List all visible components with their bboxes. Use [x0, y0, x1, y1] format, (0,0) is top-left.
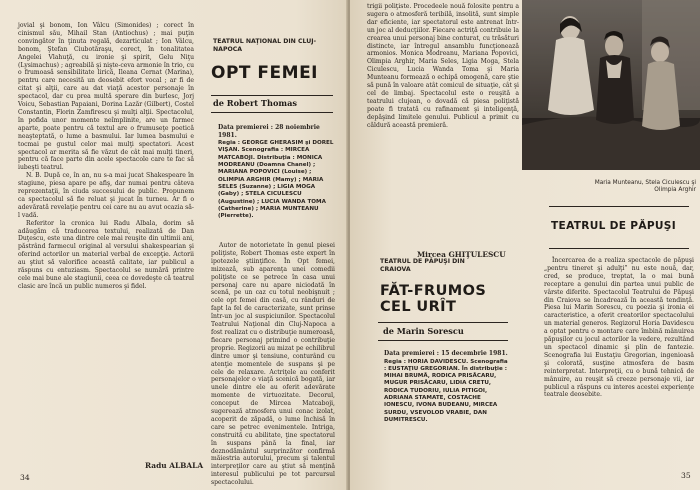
- left-col1-signature: Radu ALBALA: [145, 461, 204, 470]
- stage-photo: [522, 0, 700, 170]
- right-col1-signature: Mircea GHIŢULESCU: [417, 250, 506, 259]
- premiere-box-cluj: [218, 124, 334, 220]
- author-rule: [211, 112, 333, 113]
- page-number-right: 35: [681, 471, 691, 480]
- play-author-marin-sorescu: de Marin Sorescu: [383, 326, 464, 336]
- premiere-date-cluj: Data premierei : 28 noiembrie 1981.: [218, 124, 320, 139]
- right-col1-text: trigii poliţiste. Procedeele nouă folosite pentru a sugera o atmosferă teribilă, insolită, sunt simple dar eficiente, iar spectatorul este antrenat într-un joc al deducţiilor. Fiecare actriţă contribuie la crearea unui personaj bine conturat, cu trăsături distincte, iar întregul ansamblu funcţionează armonios. Monica Modreanu, Mariana Popovici, Olimpia Arghir, Maria Seles, Ligia Moga, Stela Ciculescu, Lucia Wanda Toma şi Maria Munteanu formează o echipă omogenă, care ştie să pună în valoare atât comicul de situaţie, cât şi cel de limbaj. Spectacolul este o reuşită a teatrului clujean, o dovadă că piesa poliţistă poate fi tratată cu rafinament şi inteligenţă, depăşind limitele genului. Publicul a primit cu căldură această premieră.: [367, 3, 519, 129]
- left-col1-paragraph: N. B. După ce, în an, nu s-a mai jucat Shakespeare în stagiune, piesa apare pe afiş, dar numai pentru câteva reprezentaţii, în ciuda succesului de public. Propunem ca spectacolul să fie reluat şi jucat în turneu. Ar fi o adevărată revelaţie pentru cei care nu au avut ocazia să-l vadă.: [18, 172, 194, 219]
- play-title-fat-frumos: FĂT-FRUMOS CEL URÎT: [380, 283, 487, 315]
- left-col1-text: [18, 22, 194, 452]
- stage-photo-image: [522, 0, 700, 170]
- left-col1-paragraph: Referitor la cronica lui Radu Albala, dorim să adăugăm că traducerea textului, realizată de Dan Duţescu, este una dintre cele mai reuşite din ultimii ani, păstrând farmecul original al versului shakespearian şi oferind actorilor un material verbal de excepţie. Actorii au ştiut să valorifice această calitate, iar publicul a răspuns cu entuziasm. Spectacolul se numără printre cele mai bune ale stagiunii, ceea ce dovedeşte că teatrul clasic are încă un public numeros şi fidel.: [18, 219, 194, 290]
- play-author-robert-thomas: de Robert Thomas: [213, 98, 298, 108]
- premiere-credits-craiova: Regia : HORIA DAVIDESCU. Scenografia : EUSTAŢIU GREGORIAN. În distribuţie : MIHAI BRUMĂ, RODICA PRISĂCARU, MUGUR PRISĂCARU, LIDIA CRETU, RODICA TUDORIU, IULIA PITIGOI, ADRIANA STAMATE, COSTACHE IONESCU, IVONA BUDEANU, MIRCEA SURDU, VSEVOLOD VRABIE, DAN DUMITRESCU.: [384, 358, 508, 423]
- left-col1-paragraph: jovial şi bonom, Ion Vâlcu (Simonides) ; corect în cinismul său, Mihail Stan (Antiochus) ; mai puţin convingător în ţinuta regală, dezarticulat ; Ion Vâlcu, bonom, Ştefan Ciubotăraşu, corect, în tonalitatea Angelei Vlahuţă, cu ironie şi spirit, Gelu Niţu (Lysimachus) ; agreabilă şi nişte-ceva armonie în trio, cu o frumoasă sensibilitate lirică, Ileana Cernat (Marina), pentru care necesită un deosebit efort vocal ; ar fi de citat şi alţii, care au dat viaţă acestor personaje în spectacol, dar cu prea multă sperare din burlesc, Jorj Voicu, Sebastian Papaiani, Dorina Lazăr (Gilbert), Costel Constantin, Florin Zamfirescu şi mulţi alţii. Spectacolul, în pofida unor momente neîmplinite, are un farmec aparte, poate pentru că textul are o frumuseţe poetică neaşteptată, o lume a basmului. Iar lumea basmului e tocmai pe gustul celor mai mulţi spectatori. Acest spectacol ar merita să fie văzut de cât mai mulţi tineri, pentru că face parte din acele spectacole care te fac să iubeşti teatrul.: [18, 22, 194, 172]
- title-rule: [211, 95, 333, 96]
- premiere-date-craiova: Data premierei : 15 decembrie 1981.: [384, 350, 508, 357]
- photo-caption: Maria Munteanu, Stela Ciculescu şi Olimpia Arghir: [594, 180, 696, 194]
- left-col2-text: Autor de notorietate în genul piesei poliţiste, Robert Thomas este expert în ipotezele ştiinţifice. În Opt femei, mizează, sub aparenţa unei comedii poliţiste ce se petrece în casa unui personaj care nu apare niciodată în scenă, pe un caz cu totul neobişnuit ; cele opt femei din casă, cu rânduri de fapt la fel de caracterizate, sunt prinse într-un joc al suspiciunilor. Spectacolul Teatrului Naţional din Cluj-Napoca a fost realizat cu o distribuţie numeroasă, fiecare personaj primind o contribuţie proprie. Regizorii au mizat pe echilibrul dintre umor şi tensiune, conturând cu atenţie momentele de suspans şi pe cele de relaxare. Actriţele au conferit personajelor o viaţă scenică bogată, iar unele dintre ele au oferit adevărate momente de virtuozitate. Decorul, conceput de Mircea Matcaboji, sugerează atmosfera unui conac izolat, acoperit de zăpadă, o lume închisă în care se petrec evenimentele. Intriga, construită cu abilitate, ţine spectatorul în suspans până la final, iar deznodământul surprinzător confirmă măiestria autorului, precum şi talentul interpreţilor care au ştiut să menţină interesul publicului pe tot parcursul spectacolului.: [211, 242, 335, 487]
- right-col2-text: Încercarea de a realiza spectacole de păpuşi „pentru tineret şi adulţi” nu este nouă, dar, cred, se produce, treptat, la o mai bună receptare a genului din partea unui public de vârste diferite. Spectacolul Teatrului de Păpuşi din Craiova se încadrează în această tendinţă. Piesa lui Marin Sorescu, cu poezia şi ironia ei caracteristice, a oferit creatorilor spectacolului un material generos. Regizorul Horia Davidescu a optat pentru o montare care îmbină mânuirea păpuşilor cu jocul actorilor la vedere, rezultând un spectacol dinamic şi plin de fantezie. Scenografia lui Eustaţiu Gregorian, ingenioasă şi colorată, susţine atmosfera de basm reinterpretat. Interpreţii, cu o bună tehnică de mânuire, au reuşit să creeze personaje vii, iar publicul a răspuns cu interes acestei experienţe teatrale deosebite.: [544, 257, 694, 399]
- section-title-papusi: TEATRUL DE PĂPUŞI: [551, 220, 676, 232]
- theatre-name-cluj: TEATRUL NAŢIONAL DIN CLUJ-NAPOCA: [213, 38, 317, 53]
- premiere-box-craiova: [384, 350, 508, 424]
- play-title-opt-femei: OPT FEMEI: [211, 63, 319, 83]
- theatre-name-craiova: TEATRUL DE PĂPUŞI DIN CRAIOVA: [380, 258, 465, 273]
- section-bottom-rule: [549, 248, 689, 249]
- page-number-left: 34: [20, 473, 30, 482]
- title-rule-craiova: [378, 322, 508, 323]
- author-rule-craiova: [378, 340, 508, 341]
- premiere-credits-cluj: Regia : GEORGE GHERASIM şi DOREL VIŞAN. Scenografia : MIRCEA MATCABOJI. Distribuţia : MONICA MODREANU (Doamna Chanel) ; MARIANA POPOVICI (Louise) ; OLIMPIA ARGHIR (Mamy) ; MARIA SELES (Suzanne) ; LIGIA MOGA (Gaby) ; STELA CICULESCU (Augustine) ; LUCIA WANDA TOMA (Catherine) ; MARIA MUNTEANU (Pierrette).: [218, 140, 334, 220]
- left-page: [0, 0, 348, 490]
- section-top-rule: [549, 206, 689, 207]
